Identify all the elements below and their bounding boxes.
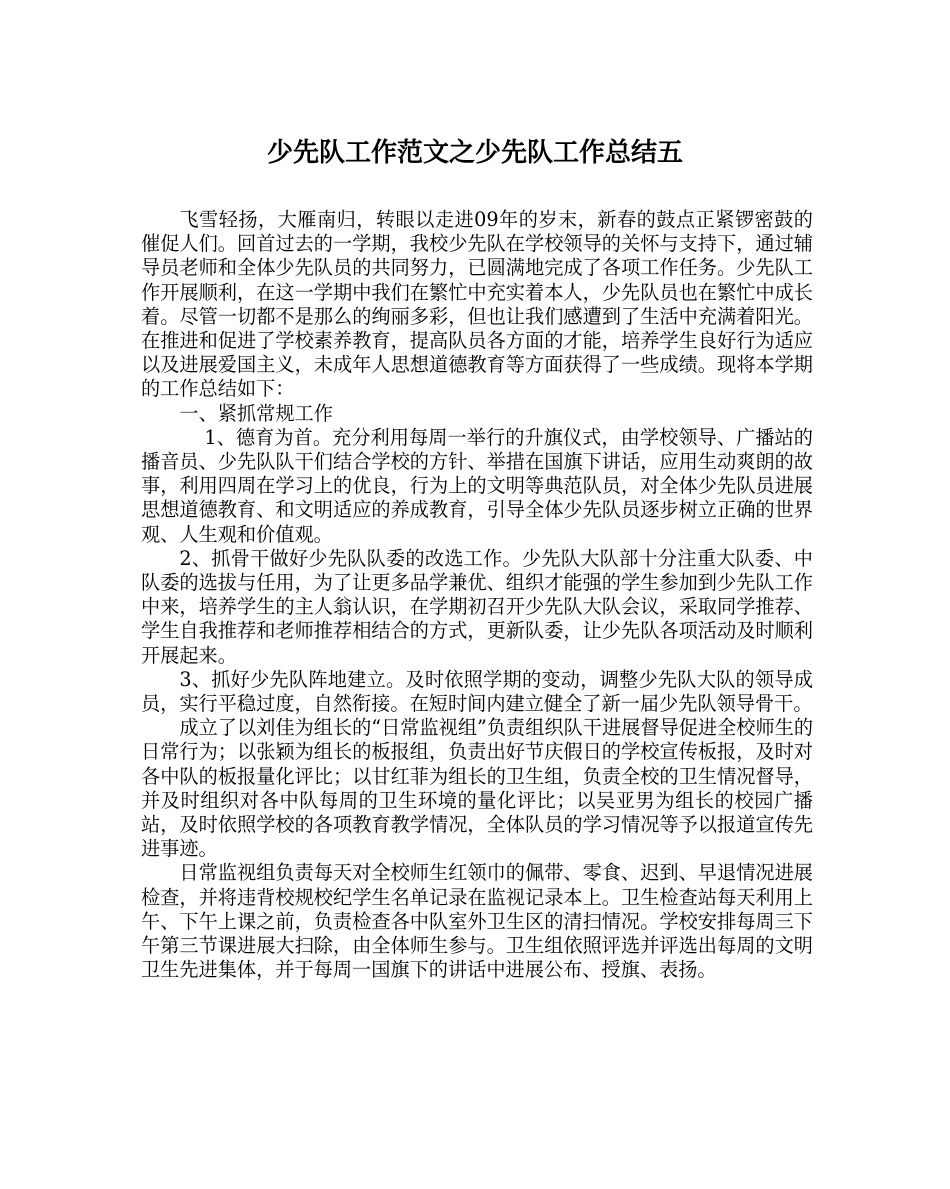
paragraph-position-building: 3、抓好少先队阵地建立。及时依照学期的变动，调整少先队大队的领导成员，实行平稳过度，自然衔接。在短时间内建立健全了新一届少先队领导骨干。 bbox=[141, 667, 813, 716]
paragraph-moral-education: 1、德育为首。充分利用每周一举行的升旗仪式，由学校领导、广播站的播音员、少先队队干们结合学校的方针、举措在国旗下讲话，应用生动爽朗的故事，利用四周在学习上的优良，行为上的文明等典范队员，对全体少先队员进展思想道德教育、和文明适应的养成教育，引导全体少先队员逐步树立正确的世界观、人生观和价值观。 bbox=[141, 425, 813, 546]
document-title: 少先队工作范文之少先队工作总结五 bbox=[266, 138, 683, 168]
section-heading-routine-work: 一、紧抓常规工作 bbox=[179, 401, 333, 425]
paragraph-groups-established: 成立了以刘佳为组长的“日常监视组”负责组织队干进展督导促进全校师生的日常行为；以张颖为组长的板报组，负责出好节庆假日的学校宣传板报，及时对各中队的板报量化评比；以甘红菲为组长的卫生组，负责全校的卫生情况督导，并及时组织对各中队每周的卫生环境的量化评比；以吴亚男为组长的校园广播站，及时依照学校的各项教育教学情况，全体队员的学习情况等予以报道宣传先进事迹。 bbox=[141, 716, 814, 861]
paragraph-daily-supervision: 日常监视组负责每天对全校师生红领巾的佩带、零食、迟到、早退情况进展检查，并将违背校规校纪学生名单记录在监视记录本上。卫生检查站每天利用上午、下午上课之前，负责检查各中队室外卫生区的清扫情况。学校安排每周三下午第三节课进展大扫除，由全体师生参与。卫生组依照评选并评选出每周的文明卫生先进集体，并于每周一国旗下的讲话中进展公布、授旗、表扬。 bbox=[141, 861, 813, 982]
paragraph-intro: 飞雪轻扬，大雁南归，转眼以走进09年的岁末，新春的鼓点正紧锣密鼓的催促人们。回首过去的一学期，我校少先队在学校领导的关怀与支持下，通过辅导员老师和全体少先队员的共同努力，已圆满地完成了各项工作任务。少先队工作开展顺利，在这一学期中我们在繁忙中充实着本人，少先队员也在繁忙中成长着。尽管一切都不是那么的绚丽多彩，但也让我们感遭到了生活中充满着阳光。在推进和促进了学校素养教育，提高队员各方面的才能，培养学生良好行为适应以及进展爱国主义，未成年人思想道德教育等方面获得了一些成绩。现将本学期的工作总结如下： bbox=[141, 208, 813, 401]
document-body bbox=[141, 208, 813, 983]
paragraph-committee-election: 2、抓骨干做好少先队队委的改选工作。少先队大队部十分注重大队委、中队委的选拔与任用，为了让更多品学兼优、组织才能强的学生参加到少先队工作中来，培养学生的主人翁认识，在学期初召开少先队大队会议，采取同学推荐、学生自我推荐和老师推荐相结合的方式，更新队委，让少先队各项活动及时顺利开展起来。 bbox=[141, 546, 813, 667]
